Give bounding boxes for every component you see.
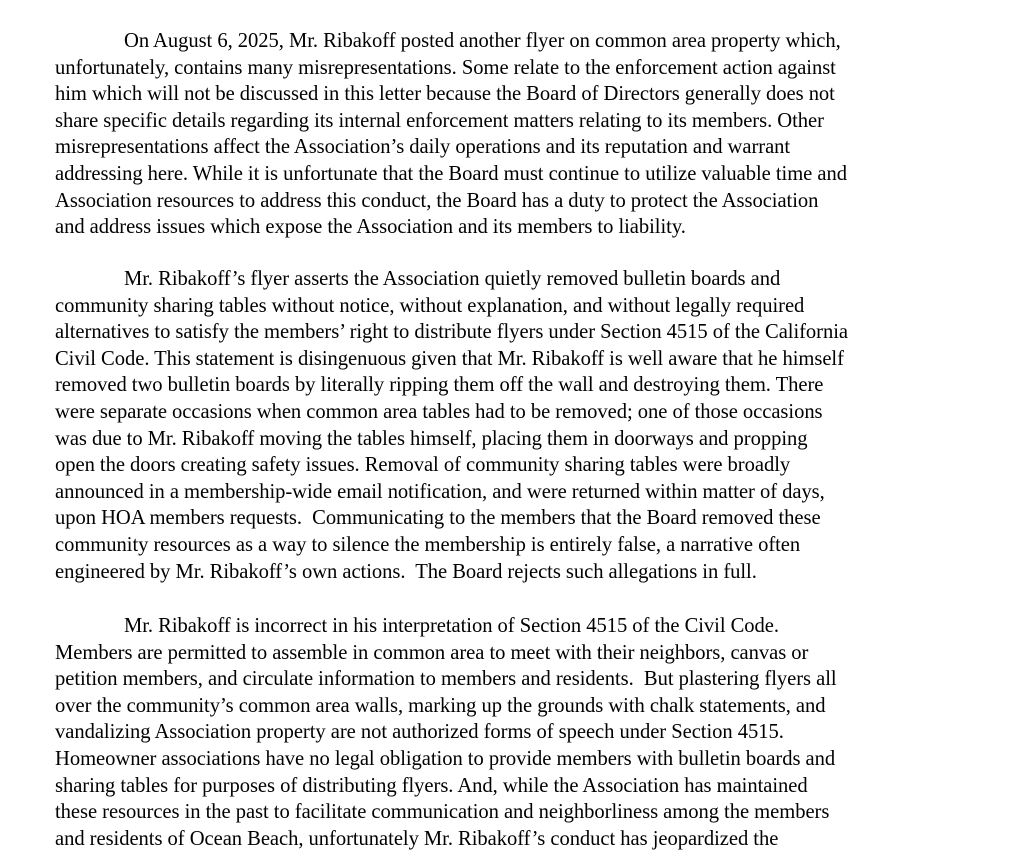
text-line: announced in a membership-wide email notification, and were returned within matter of days, bbox=[55, 480, 825, 503]
text-line: petition members, and circulate information to members and residents. But plastering flyers all bbox=[55, 668, 837, 691]
paragraph-bulletin-boards bbox=[55, 266, 1015, 585]
text-line: vandalizing Association property are not authorized forms of speech under Section 4515. bbox=[55, 721, 784, 744]
text-line: removed two bulletin boards by literally ripping them off the wall and destroying them. There bbox=[55, 374, 824, 397]
text-line: was due to Mr. Ribakoff moving the tables himself, placing them in doorways and propping bbox=[55, 427, 808, 450]
text-line: community resources as a way to silence the membership is entirely false, a narrative often bbox=[55, 533, 801, 556]
text-line: were separate occasions when common area tables had to be removed; one of those occasions bbox=[55, 400, 823, 423]
text-line: sharing tables for purposes of distributing flyers. And, while the Association has maintained bbox=[55, 774, 808, 797]
text-line: Homeowner associations have no legal obligation to provide members with bulletin boards and bbox=[55, 747, 836, 770]
text-line: him which will not be discussed in this letter because the Board of Directors generally does not bbox=[55, 83, 835, 106]
text-line: share specific details regarding its internal enforcement matters relating to its members. Other bbox=[55, 109, 824, 132]
text-line: Association resources to address this conduct, the Board has a duty to protect the Association bbox=[55, 189, 819, 212]
text-line: open the doors creating safety issues. Removal of community sharing tables were broadly bbox=[55, 454, 791, 477]
text-line: and address issues which expose the Association and its members to liability. bbox=[55, 216, 686, 239]
text-line: On August 6, 2025, Mr. Ribakoff posted another flyer on common area property which, bbox=[124, 30, 841, 52]
text-line: unfortunately, contains many misrepresentations. Some relate to the enforcement action against bbox=[55, 56, 836, 79]
text-line: alternatives to satisfy the members’ right to distribute flyers under Section 4515 of the California bbox=[55, 321, 848, 344]
text-line: misrepresentations affect the Association’s daily operations and its reputation and warrant bbox=[55, 136, 791, 159]
text-line: engineered by Mr. Ribakoff’s own actions. The Board rejects such allegations in full. bbox=[55, 560, 757, 583]
paragraph-section-4515 bbox=[55, 613, 1015, 852]
text-line: Members are permitted to assemble in common area to meet with their neighbors, canvas or bbox=[55, 641, 809, 664]
text-line: community sharing tables without notice, without explanation, and without legally required bbox=[55, 294, 805, 317]
text-line: Mr. Ribakoff’s flyer asserts the Association quietly removed bulletin boards and bbox=[124, 268, 781, 290]
text-line: Civil Code. This statement is disingenuous given that Mr. Ribakoff is well aware that he himself bbox=[55, 347, 844, 370]
text-line: and residents of Ocean Beach, unfortunately Mr. Ribakoff’s conduct has jeopardized the bbox=[55, 827, 779, 850]
text-line: these resources in the past to facilitate communication and neighborliness among the members bbox=[55, 801, 830, 824]
paragraph-flyer-misrepresentations bbox=[55, 28, 1015, 241]
text-line: addressing here. While it is unfortunate that the Board must continue to utilize valuable time and bbox=[55, 162, 847, 185]
text-line: Mr. Ribakoff is incorrect in his interpretation of Section 4515 of the Civil Code. bbox=[124, 615, 779, 637]
text-line: upon HOA members requests. Communicating to the members that the Board removed these bbox=[55, 507, 821, 530]
text-line: over the community’s common area walls, marking up the grounds with chalk statements, and bbox=[55, 694, 826, 717]
